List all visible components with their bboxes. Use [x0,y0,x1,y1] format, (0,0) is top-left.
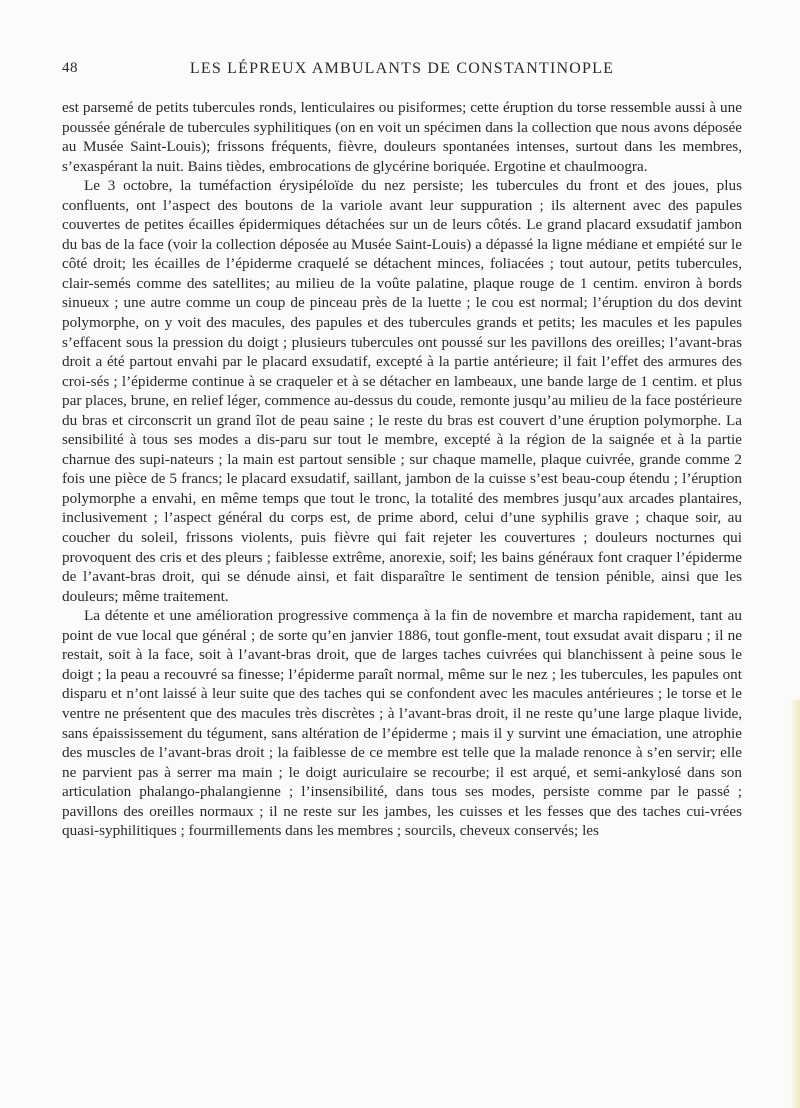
paragraph-october-3: Le 3 octobre, la tuméfaction érysipéloïde du nez persiste; les tubercules du front et des joues, plus confluents, ont l’aspect des boutons de la variole avant leur suppuration ; ils alternent avec des papules couvertes de petites écailles épidermiques détachées sur un de leurs côtés. Le grand placard exsudatif jambon du bas de la face (voir la collection déposée au Musée Saint-Louis) a dépassé la ligne médiane et empiété sur le côté droit; les écailles de l’épiderme craquelé se détachent minces, foliacées ; tout autour, petits tubercules, clair-semés comme des satellites; au milieu de la voûte palatine, plaque rouge de 1 centim. environ à bords sinueux ; une autre comme un coup de pinceau près de la luette ; le cou est normal; l’éruption du dos devint polymorphe, on y voit des macules, des papules et des tubercules grands et petits; les macules et les papules s’effacent sous la pression du doigt ; plusieurs tubercules ont poussé sur les pavillons des oreilles; l’avant-bras droit a été partout envahi par le placard exsudatif, excepté à la partie antérieure; il fait l’effet des armures des croi-sés ; l’épiderme continue à se craqueler et à se détacher en lambeaux, une bande large de 1 centim. et plus par places, brune, en relief léger, commence au-dessus du coude, remonte jusqu’au milieu de la face postérieure du bras et circonscrit un grand îlot de peau saine ; le reste du bras est couvert d’une éruption polymorphe. La sensibilité à tous ses modes a dis-paru sur tout le membre, excepté à la région de la saignée et à la partie charnue des supi-nateurs ; la main est partout sensible ; sur chaque mamelle, plaque cuivrée, grande comme 2 fois une pièce de 5 francs; le placard exsudatif, saillant, jambon de la cuisse s’est beau-coup étendu ; l’éruption polymorphe a envahi, en même temps que tout le tronc, la totalité des membres jusqu’aux arcades plantaires, inclusivement ; l’aspect général du corps est, de prime abord, celui d’une syphilis grave ; chaque soir, au coucher du soleil, frissons violents, puis fièvre qui fait rejeter les couvertures ; douleurs nocturnes qui provoquent des cris et des pleurs ; faiblesse extrême, anorexie, soif; les bains généraux font craquer l’épiderme de l’avant-bras droit, qui se dénude ainsi, et fait disparaître le sentiment de tension pénible, ainsi que les douleurs; même traitement. [62,177,742,605]
paragraph-improvement: La détente et une amélioration progressive commença à la fin de novembre et marcha rapidement, tant au point de vue local que général ; de sorte qu’en janvier 1886, tout gonfle-ment, tout exsudat avait disparu ; il ne restait, soit à la face, soit à l’avant-bras droit, que de larges taches cuivrées qui blanchissent à peine sous le doigt ; la peau a recouvré sa finesse; l’épiderme paraît normal, même sur le nez ; les tubercules, les papules ont disparu et n’ont laissé à leur suite que des taches qui se confondent avec les macules antérieures ; le torse et le ventre ne présentent que des macules très discrètes ; à l’avant-bras droit, il ne reste qu’une large plaque livide, sans épaississement du tégument, sans altération de l’épiderme ; mais il y survint une émaciation, une atrophie des muscles de l’avant-bras droit ; la faiblesse de ce membre est telle que la malade renonce à s’en servir; elle ne parvient pas à serrer ma main ; le doigt auriculaire se recourbe; il est arqué, et semi-ankylosé dans son articulation phalango-phalangienne ; l’insensibilité, dans tous ses modes, persiste comme par le passé ; pavillons des oreilles normaux ; il ne reste sur les jambes, les cuisses et les fesses que des taches cui-vrées quasi-syphilitiques ; fourmillements dans les membres ; sourcils, cheveux conservés; les [62,607,742,840]
page-edge-stain [790,700,800,1108]
running-head [62,60,742,82]
page-number: 48 [62,60,78,76]
paragraph-continued: est parsemé de petits tubercules ronds, lenticulaires ou pisiformes; cette éruption du torse ressemble aussi à une poussée générale de tubercules syphilitiques (on en voit un spécimen dans la collection que nous avons déposée au Musée Saint-Louis); frissons fréquents, fièvre, douleurs spontanées intenses, surtout dans les membres, s’exaspérant la nuit. Bains tièdes, embrocations de glycérine boriquée. Ergotine et chaulmoogra. [62,99,742,175]
running-title: LES LÉPREUX AMBULANTS DE CONSTANTINOPLE [189,60,615,77]
body-text [62,98,742,841]
